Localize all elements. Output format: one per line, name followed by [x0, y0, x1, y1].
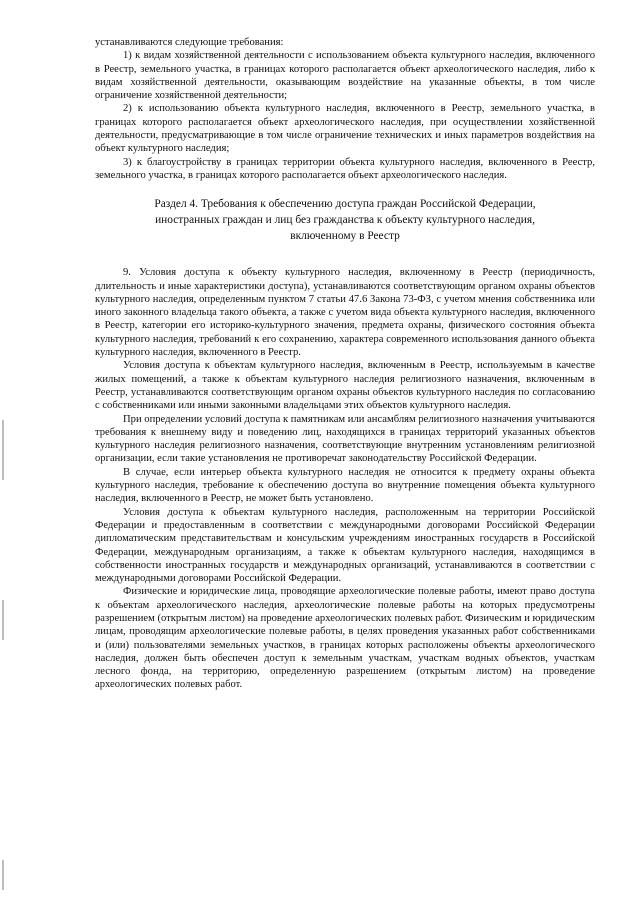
intro-line: устанавливаются следующие требования: — [95, 37, 284, 48]
paragraph: В случае, если интерьер объекта культурного наследия не относится к предмету охраны объекта культурного наследия, требование к обеспечению доступа во внутренние помещения объекта культурного наследия, включенного в Реестр, не может быть установлено. — [95, 466, 595, 505]
section-heading-line: Раздел 4. Требования к обеспечению доступа граждан Российской Федерации, — [154, 198, 536, 211]
scan-edge-mark — [2, 860, 4, 890]
paragraph: Условия доступа к объектам культурного наследия, включенным в Реестр, используемым в качестве жилых помещений, а также к объектам культурного наследия религиозного назначения, включенным в Реестр, устанавливаются соответствующим органом охраны объектов культурного наследия по согласованию с собственниками или иными законными владельцами этих объектов культурного наследия. — [95, 360, 595, 412]
paragraph: При определении условий доступа к памятникам или ансамблям религиозного назначения учитываются требования к внешнему виду и поведению лиц, находящихся в границах территорий указанных объектов культурного наследия религиозного назначения, соответствующие внутренним установлениям религиозной организации, если такие установления не противоречат законодательству Российской Федерации. — [95, 413, 595, 465]
paragraph: Условия доступа к объектам культурного наследия, расположенным на территории Российской Федерации и предоставленным в соответствии с международными договорами Российской Федерации дипломатическим представительствам и консульским учреждениям иностранных государств в Российской Федерации, международным организациям, а также к объектам культурного наследия, находящимся в собственности иностранных государств и международных организаций, устанавливаются в соответствии с международными договорами Российской Федерации. — [95, 506, 595, 585]
section-heading-line: иностранных граждан и лиц без гражданства к объекту культурного наследия, — [155, 214, 535, 227]
paragraph: Физические и юридические лица, проводящие археологические полевые работы, имеют право доступа к объектам археологического наследия, археологические полевые работы на которых предусмотрены разрешением (открытым листом) на проведение археологических полевых работ. Физическим и юридическим лицам, проводящим археологические полевые работы, в целях проведения указанных работ собственниками и (или) пользователями земельных участков, в границах которых расположены объекты археологического наследия, должен быть обеспечен доступ к земельным участкам, участкам водных объектов, участкам лесного фонда, на территорию, определенную разрешением (открытым листом) на проведение археологических полевых работ. — [95, 586, 595, 691]
list-item: 2) к использованию объекта культурного наследия, включенного в Реестр, земельного участка, в границах которого располагается объект археологического наследия, при осуществлении хозяйственной деятельности, предусматривающие в том числе ограничение технических и иных параметров воздействия на объект культурного наследия; — [95, 103, 595, 155]
scan-edge-mark — [2, 600, 4, 640]
paragraph: 9. Условия доступа к объекту культурного наследия, включенному в Реестр (периодичность, длительность и иные характеристики доступа), устанавливаются соответствующим органом охраны объектов культурного наследия, определенным пунктом 7 статьи 47.6 Закона 73-ФЗ, с учетом мнения собственника или иного законного владельца такого объекта, а также с учетом вида объекта культурного наследия, включенного в Реестр, категории его историко-культурного значения, предмета охраны, физического состояния объекта культурного наследия, требований к его сохранению, характера современного использования данного объекта культурного наследия, включенного в Реестр. — [95, 267, 595, 359]
section-heading — [105, 196, 585, 244]
scan-edge-mark — [2, 420, 4, 480]
section-heading-line: включенному в Реестр — [290, 230, 400, 243]
list-item: 1) к видам хозяйственной деятельности с использованием объекта культурного наследия, включенного в Реестр, земельного участка, в границах которого располагается объект археологического наследия, либо к видам хозяйственной деятельности, оказывающим воздействие на указанные объекты, в том числе ограничение хозяйственной деятельности; — [95, 50, 595, 102]
document-body — [95, 36, 595, 692]
list-item: 3) к благоустройству в границах территории объекта культурного наследия, включенного в Реестр, земельного участка, в границах которого располагается объект археологического наследия. — [95, 156, 595, 181]
